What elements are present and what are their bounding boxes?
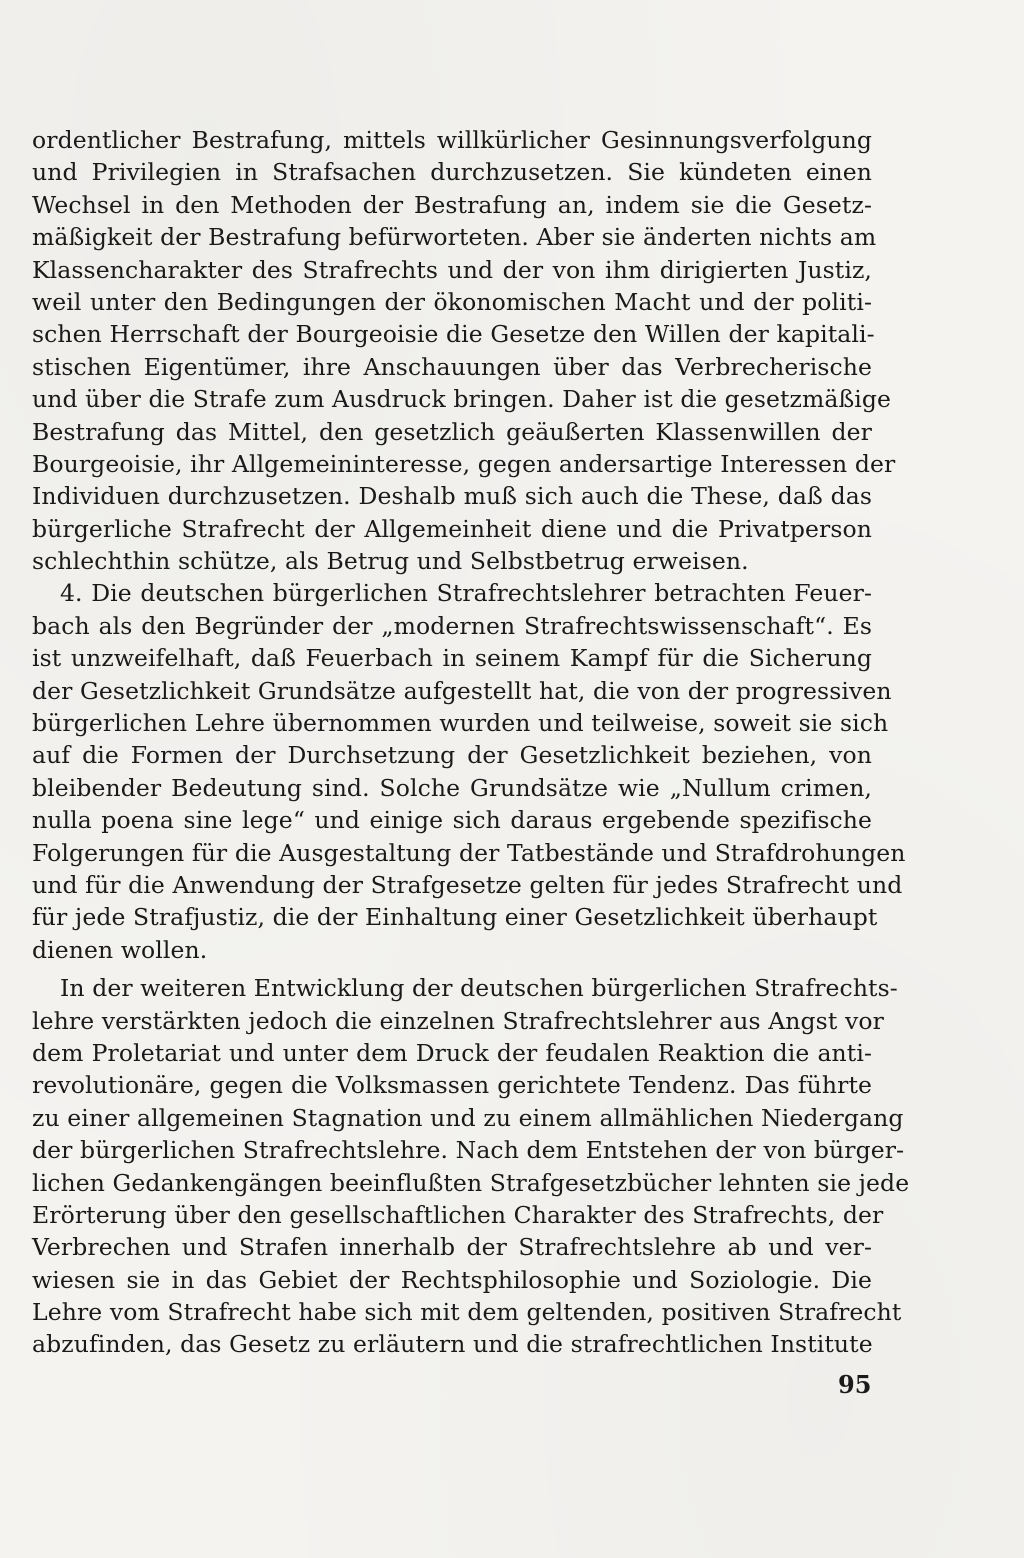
text-line: bleibender Bedeutung sind. Solche Grundsätze wie „Nullum crimen,	[32, 773, 872, 802]
text-line: ordentlicher Bestrafung, mittels willkürlicher Gesinnungsverfolgung	[32, 126, 872, 154]
text-line: auf die Formen der Durchsetzung der Gesetzlichkeit beziehen, von	[32, 741, 872, 770]
text-line: weil unter den Bedingungen der ökonomischen Macht und der politi-	[32, 287, 872, 316]
text-line: bach als den Begründer der „modernen Strafrechtswissenschaft“. Es	[32, 611, 872, 640]
text-line: zu einer allgemeinen Stagnation und zu einem allmählichen Niedergang	[32, 1103, 904, 1132]
text-line: dem Proletariat und unter dem Druck der feudalen Reaktion die anti-	[32, 1038, 872, 1067]
text-line: ist unzweifelhaft, daß Feuerbach in seinem Kampf für die Sicherung	[32, 644, 872, 673]
text-line: Lehre vom Strafrecht habe sich mit dem geltenden, positiven Strafrecht	[32, 1298, 902, 1327]
text-line: Verbrechen und Strafen innerhalb der Strafrechtslehre ab und ver-	[32, 1233, 872, 1262]
body-text	[32, 124, 910, 1361]
text-line: In der weiteren Entwicklung der deutschen bürgerlichen Strafrechts-	[60, 974, 898, 1003]
text-line: Klassencharakter des Strafrechts und der von ihm dirigierten Justiz,	[32, 255, 872, 284]
text-line: und Privilegien in Strafsachen durchzusetzen. Sie kündeten einen	[32, 158, 872, 187]
text-line: Folgerungen für die Ausgestaltung der Tatbestände und Strafdrohungen	[32, 838, 906, 867]
text-line: der Gesetzlichkeit Grundsätze aufgestellt hat, die von der progressiven	[32, 676, 892, 705]
text-line: bürgerliche Strafrecht der Allgemeinheit diene und die Privatperson	[32, 514, 872, 543]
text-line: bürgerlichen Lehre übernommen wurden und teilweise, soweit sie sich	[32, 709, 889, 738]
text-line: Erörterung über den gesellschaftlichen Charakter des Strafrechts, der	[32, 1200, 884, 1229]
text-line: nulla poena sine lege“ und einige sich daraus ergebende spezifische	[32, 806, 872, 835]
text-line: lichen Gedankengängen beeinflußten Strafgesetzbücher lehnten sie jede	[32, 1168, 910, 1197]
text-line: revolutionäre, gegen die Volksmassen gerichtete Tendenz. Das führte	[32, 1071, 872, 1100]
text-line: dienen wollen.	[32, 935, 208, 964]
text-line: der bürgerlichen Strafrechtslehre. Nach dem Entstehen der von bürger-	[32, 1136, 905, 1165]
text-line: schen Herrschaft der Bourgeoisie die Gesetze den Willen der kapitali-	[32, 320, 875, 349]
text-line: wiesen sie in das Gebiet der Rechtsphilosophie und Soziologie. Die	[32, 1265, 872, 1294]
text-line: schlechthin schütze, als Betrug und Selbstbetrug erweisen.	[32, 547, 749, 576]
text-line: und für die Anwendung der Strafgesetze gelten für jedes Strafrecht und	[32, 870, 903, 899]
text-line: Wechsel in den Methoden der Bestrafung an, indem sie die Gesetz-	[32, 190, 872, 219]
text-line: stischen Eigentümer, ihre Anschauungen über das Verbrecherische	[32, 352, 872, 381]
page-number: 95	[838, 1370, 872, 1399]
text-line: Bourgeoisie, ihr Allgemeininteresse, gegen andersartige Interessen der	[32, 449, 896, 478]
text-line: Individuen durchzusetzen. Deshalb muß sich auch die These, daß das	[32, 482, 872, 511]
text-line: 4. Die deutschen bürgerlichen Strafrechtslehrer betrachten Feuer-	[60, 579, 872, 608]
text-line: abzufinden, das Gesetz zu erläutern und die strafrechtlichen Institute	[32, 1330, 873, 1359]
text-line: lehre verstärkten jedoch die einzelnen Strafrechtslehrer aus Angst vor	[32, 1006, 884, 1035]
text-line: mäßigkeit der Bestrafung befürworteten. Aber sie änderten nichts am	[32, 223, 877, 252]
text-line: für jede Strafjustiz, die der Einhaltung einer Gesetzlichkeit überhaupt	[32, 903, 878, 932]
text-line: und über die Strafe zum Ausdruck bringen. Daher ist die gesetzmäßige	[32, 385, 892, 414]
text-line: Bestrafung das Mittel, den gesetzlich geäußerten Klassenwillen der	[32, 417, 872, 446]
